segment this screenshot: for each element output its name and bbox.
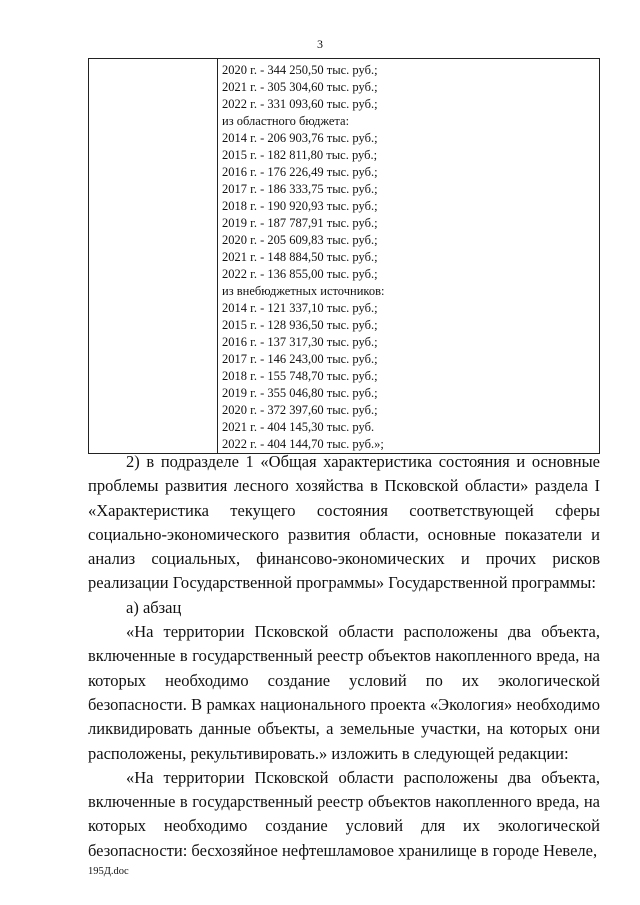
table-empty-cell: [89, 59, 218, 454]
paragraph-item-a: а) абзац: [126, 597, 182, 617]
table-line: 2021 г. - 148 884,50 тыс. руб.;: [222, 250, 378, 264]
footer-filename: 195Д.doc: [88, 866, 129, 877]
table-line: 2014 г. - 206 903,76 тыс. руб.;: [222, 131, 378, 145]
table-line: 2022 г. - 404 144,70 тыс. руб.»;: [222, 437, 384, 451]
table-line: 2014 г. - 121 337,10 тыс. руб.;: [222, 301, 378, 315]
paragraph-old-text: «На территории Псковской области расположены два объекта, включенные в государственный реестр объектов накопленного вреда, на которых необходимо создание условий по их экологической безопасности. В рамках национального проекта «Экология» необходимо ликвидировать данные объекты, а земельные участки, на которых они расположены, рекультивировать.» изложить в следующей редакции:: [88, 622, 600, 763]
table-line: 2019 г. - 355 046,80 тыс. руб.;: [222, 386, 378, 400]
paragraph-subsection-2: 2) в подразделе 1 «Общая характеристика состояния и основные проблемы развития лесного хозяйства в Псковской области» раздела I «Характеристика текущего состояния соответствующей сферы социально-экономического развития области, основные показатели и анализ социальных, финансово-экономических и прочих рисков реализации Государственной программы» Государственной программы:: [88, 452, 600, 593]
table-subheading: из областного бюджета:: [222, 114, 350, 128]
table-line: 2015 г. - 182 811,80 тыс. руб.;: [222, 148, 378, 162]
table-line: 2022 г. - 136 855,00 тыс. руб.;: [222, 267, 378, 281]
table-line: 2016 г. - 137 317,30 тыс. руб.;: [222, 335, 378, 349]
page-number: 3: [317, 37, 323, 51]
table-line: 2017 г. - 186 333,75 тыс. руб.;: [222, 182, 378, 196]
table-row: [89, 59, 600, 454]
table-line: 2020 г. - 372 397,60 тыс. руб.;: [222, 403, 378, 417]
table-line: 2018 г. - 155 748,70 тыс. руб.;: [222, 369, 378, 383]
table-line: 2018 г. - 190 920,93 тыс. руб.;: [222, 199, 378, 213]
table-subheading: из внебюджетных источников:: [222, 284, 385, 298]
table-line: 2019 г. - 187 787,91 тыс. руб.;: [222, 216, 378, 230]
table-line: 2021 г. - 404 145,30 тыс. руб.: [222, 420, 375, 434]
table-line: 2016 г. - 176 226,49 тыс. руб.;: [222, 165, 378, 179]
table-line: 2020 г. - 344 250,50 тыс. руб.;: [222, 63, 378, 77]
paragraph-new-text: «На территории Псковской области расположены два объекта, включенные в государственный реестр объектов накопленного вреда, на которых необходимо создание условий для их экологической безопасности: бесхозяйное нефтешламовое хранилище в городе Невеле,: [88, 767, 600, 860]
table-line: 2020 г. - 205 609,83 тыс. руб.;: [222, 233, 378, 247]
table-line: 2017 г. - 146 243,00 тыс. руб.;: [222, 352, 378, 366]
table-line: 2021 г. - 305 304,60 тыс. руб.;: [222, 80, 378, 94]
budget-table: [88, 58, 600, 454]
table-line: 2015 г. - 128 936,50 тыс. руб.;: [222, 318, 378, 332]
document-body: [88, 450, 600, 863]
table-values-cell: [218, 59, 600, 454]
table-line: 2022 г. - 331 093,60 тыс. руб.;: [222, 97, 378, 111]
